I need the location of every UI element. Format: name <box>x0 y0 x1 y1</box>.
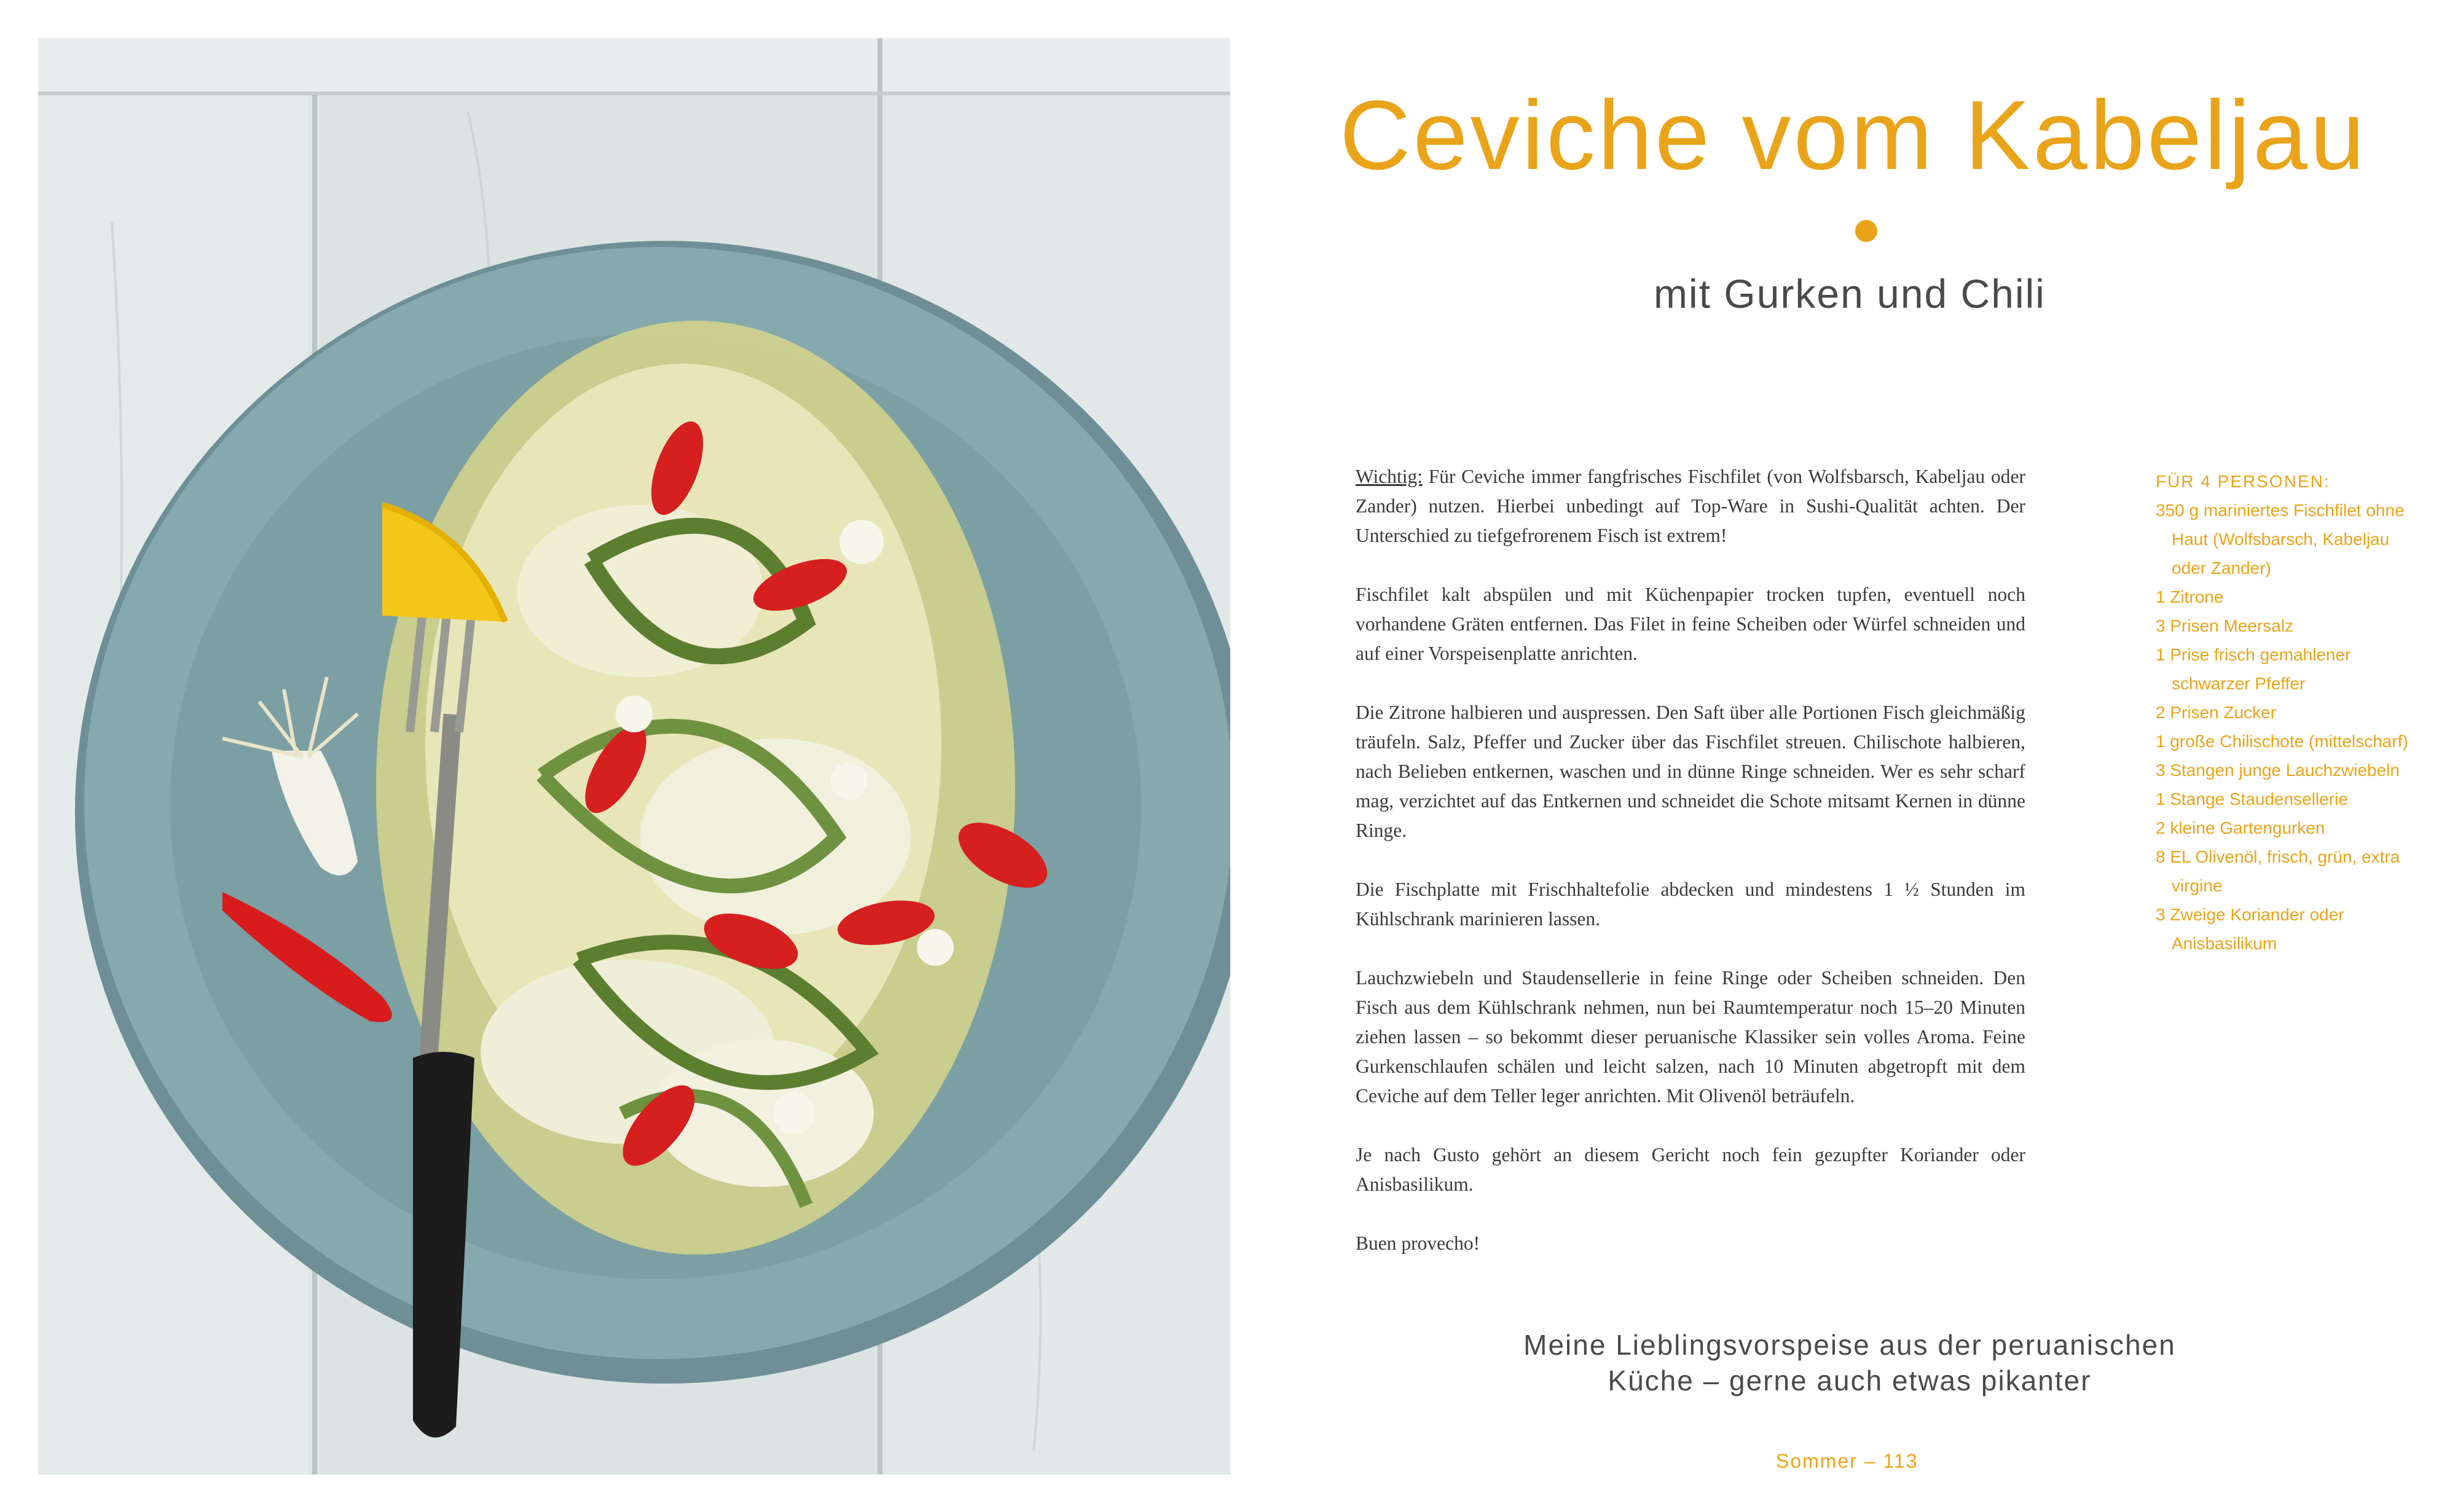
tagline-line: Küche – gerne auch etwas pikanter <box>1608 1365 2092 1396</box>
ingredient-item: 3 Zweige Koriander oder Anisbasilikum <box>2156 905 2344 953</box>
instruction-paragraph: Buen provecho! <box>1356 1232 1480 1254</box>
food-photo <box>38 38 1230 1475</box>
title-divider-dot <box>1855 220 1877 242</box>
instruction-paragraph <box>1356 462 2025 550</box>
instruction-paragraph: Je nach Gusto gehört an diesem Gericht noch fein gezupfter Koriander oder Anisbasilikum. <box>1356 1144 2025 1195</box>
wichtig-label: Wichtig: <box>1356 466 1423 487</box>
ingredient-item: 2 kleine Gartengurken <box>2156 818 2325 837</box>
instruction-paragraph: Fischfilet kalt abspülen und mit Küchenpapier trocken tupfen, eventuell noch vorhandene Gräten entfernen. Das Filet in feine Scheiben oder Würfel schneiden und auf einer Vorspeisenplatte anrichten. <box>1356 584 2025 664</box>
ingredient-item: 1 Zitrone <box>2156 587 2224 606</box>
instruction-paragraph: Die Zitrone halbieren und auspressen. Den Saft über alle Portionen Fisch gleichmäßig träufeln. Salz, Pfeffer und Zucker über das Fischfilet streuen. Chilischote halbieren, nach Belieben entkernen, waschen und in dünne Ringe schneiden. Wer es sehr scharf mag, verzichtet auf das Entkernen und schneidet die Schote mitsamt Kernen in dünne Ringe. <box>1356 702 2025 841</box>
instruction-paragraph: Lauchzwiebeln und Staudensellerie in feine Ringe oder Scheiben schneiden. Den Fisch aus dem Kühlschrank nehmen, nun bei Raumtemperatur noch 15–20 Minuten ziehen lassen – so bekommt dieser peruanische Klassiker sein volles Aroma. Feine Gurkenschlaufen schälen und leicht salzen, nach 10 Minuten abgetropft mit dem Ceviche auf dem Teller leger anrichten. Mit Olivenöl beträufeln. <box>1356 967 2025 1107</box>
wichtig-text: Für Ceviche immer fangfrisches Fischfilet (von Wolfsbarsch, Kabeljau oder Zander) nutzen. Hierbei unbedingt auf Top-Ware in Sushi-Qualität achten. Der Unterschied zu tiefgefrorenem Fisch ist extrem! <box>1356 466 2025 546</box>
ingredient-item: 1 Prise frisch gemahlener schwarzer Pfeffer <box>2156 645 2351 693</box>
ingredient-item: 8 EL Olivenöl, frisch, grün, extra virgine <box>2156 847 2400 895</box>
tagline-line: Meine Lieblingsvorspeise aus der peruanischen <box>1523 1329 2176 1361</box>
recipe-tagline <box>1340 1327 2360 1398</box>
recipe-instructions <box>1356 462 2025 1258</box>
ingredients-heading: FÜR 4 PERSONEN: <box>2156 472 2330 491</box>
ingredient-item: 1 Stange Staudensellerie <box>2156 789 2348 809</box>
ingredient-item: 3 Stangen junge Lauchzwiebeln <box>2156 761 2400 780</box>
ingredients-list <box>2156 467 2414 958</box>
ingredient-item: 1 große Chilischote (mittelscharf) <box>2156 732 2408 751</box>
page-footer: Sommer – 113 <box>1776 1450 1918 1472</box>
recipe-title: Ceviche vom Kabeljau <box>1340 80 2367 190</box>
ingredient-item: 3 Prisen Meersalz <box>2156 616 2294 635</box>
ingredient-item: 350 g mariniertes Fischfilet ohne Haut (Wolfsbarsch, Kabeljau oder Zander) <box>2156 501 2405 578</box>
recipe-subtitle: mit Gurken und Chili <box>1654 271 2046 316</box>
ingredient-item: 2 Prisen Zucker <box>2156 703 2277 722</box>
instruction-paragraph: Die Fischplatte mit Frischhaltefolie abdecken und mindestens 1 ½ Stunden im Kühlschrank marinieren lassen. <box>1356 879 2025 930</box>
